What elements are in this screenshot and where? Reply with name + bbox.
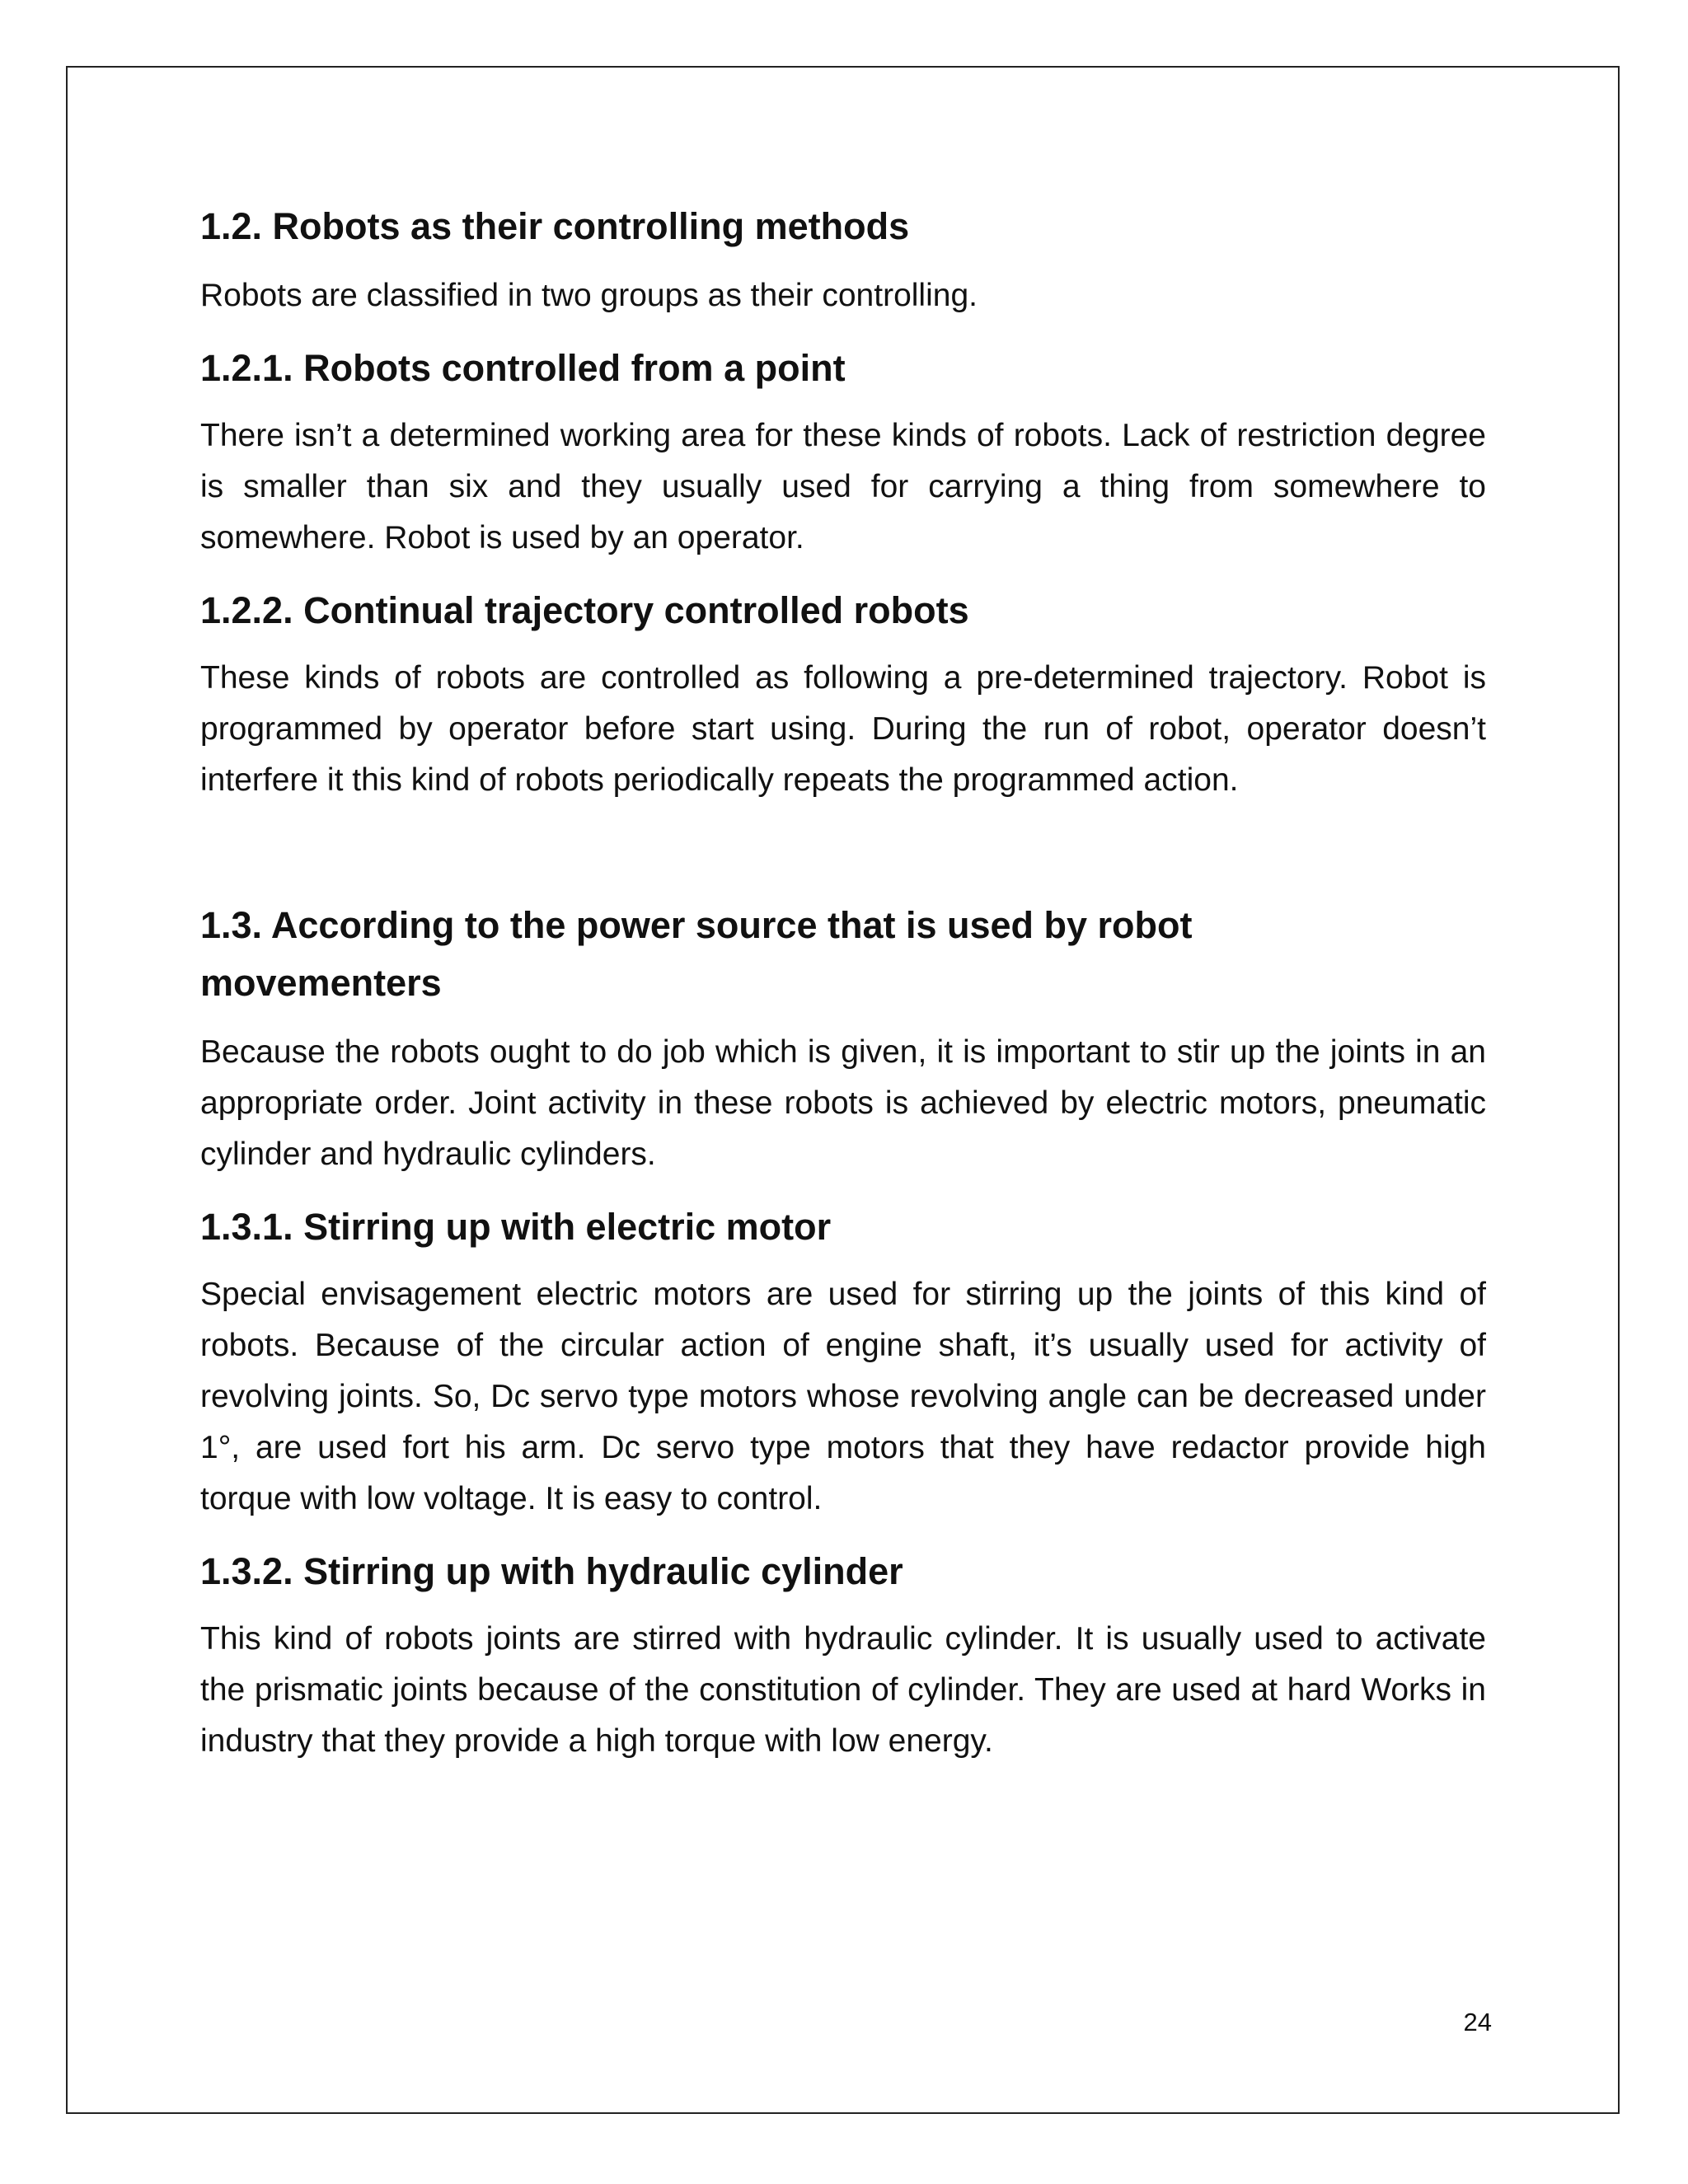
section-intro-1-3: Because the robots ought to do job which is given, it is important to stir up the joints in an appropriate order. Joint activity in these robots is achieved by electric motors, pneumatic cylinder and hydraulic cylinders. bbox=[200, 1034, 1486, 1172]
subsection-heading-1-2-2: 1.2.2. Continual trajectory controlled robots bbox=[200, 589, 969, 631]
subsection-text-1-2-1: There isn’t a determined working area for these kinds of robots. Lack of restriction degree is smaller than six and they usually used for carrying a thing from somewhere to somewhere. Robot is used by an operator. bbox=[200, 418, 1486, 555]
subsection-heading-1-3-2: 1.3.2. Stirring up with hydraulic cylinder bbox=[200, 1550, 903, 1592]
subsection-text-1-2-2: These kinds of robots are controlled as following a pre-determined trajectory. Robot is programmed by operator before start using. During the run of robot, operator doesn’t interfere it this kind of robots periodically repeats the programmed action. bbox=[200, 660, 1486, 798]
section-intro-1-2: Robots are classified in two groups as their controlling. bbox=[200, 278, 978, 313]
page-number: 24 bbox=[1463, 2008, 1492, 2036]
section-heading-1-2: 1.2. Robots as their controlling methods bbox=[200, 205, 910, 247]
section-heading-1-3: 1.3. According to the power source that is used by robot movementers bbox=[200, 904, 1193, 1004]
subsection-heading-1-3-1: 1.3.1. Stirring up with electric motor bbox=[200, 1206, 832, 1248]
page-content bbox=[200, 198, 1486, 1767]
subsection-text-1-3-1: Special envisagement electric motors are used for stirring up the joints of this kind of robots. Because of the circular action of engine shaft, it’s usually used for activity of revolving joints. So, Dc servo type motors whose revolving angle can be decreased under 1°, are used fort his arm. Dc servo type motors that they have redactor provide high torque with low voltage. It is easy to control. bbox=[200, 1277, 1486, 1516]
subsection-text-1-3-2: This kind of robots joints are stirred with hydraulic cylinder. It is usually used to activate the prismatic joints because of the constitution of cylinder. They are used at hard Works in industry that they provide a high torque with low energy. bbox=[200, 1621, 1486, 1759]
subsection-heading-1-2-1: 1.2.1. Robots controlled from a point bbox=[200, 347, 846, 389]
section-spacer bbox=[200, 806, 1486, 897]
